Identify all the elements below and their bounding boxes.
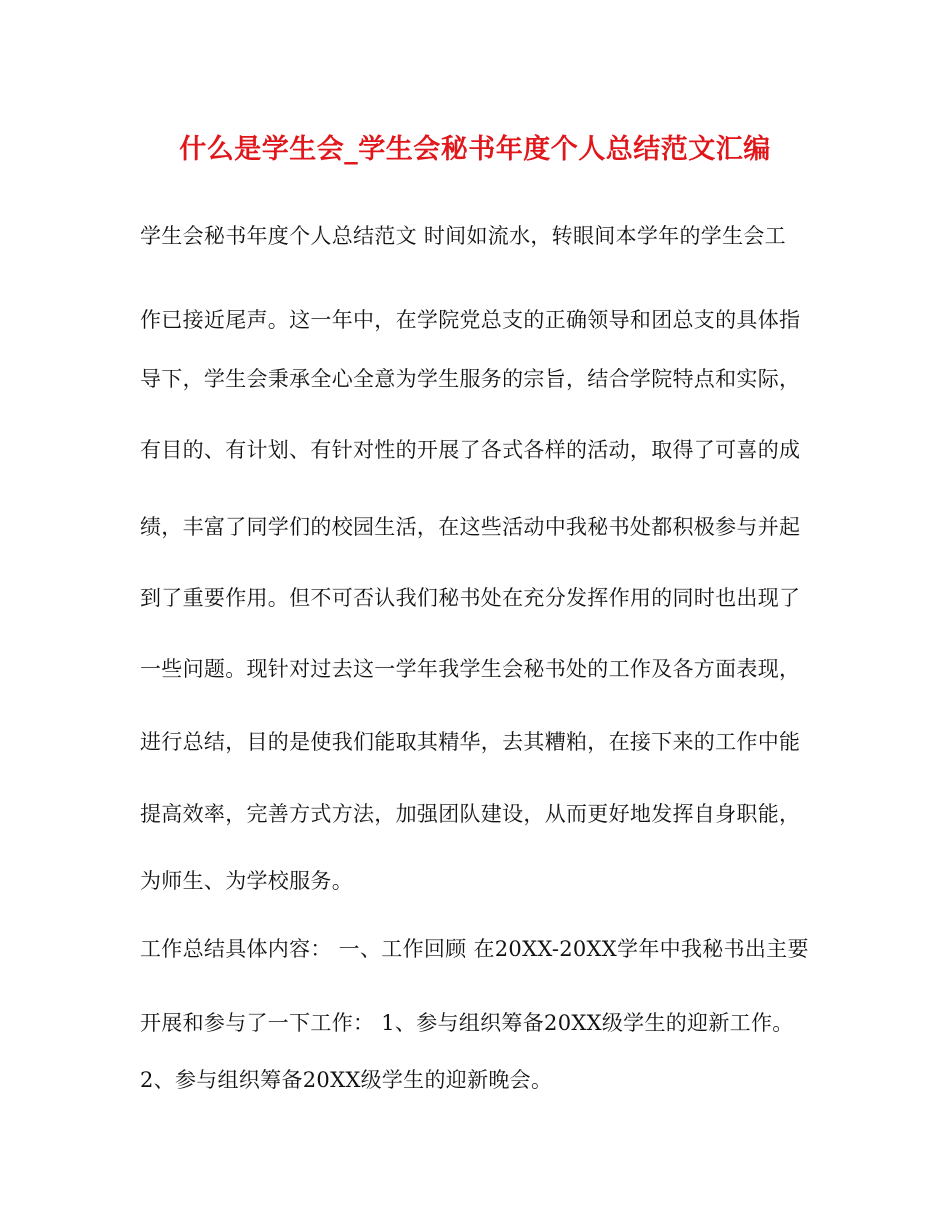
paragraph-line: 学生会秘书年度个人总结范文 时间如流水，转眼间本学年的学生会工 bbox=[140, 224, 786, 248]
paragraph-line: 绩，丰富了同学们的校园生活，在这些活动中我秘书处都积极参与并起 bbox=[140, 515, 801, 539]
paragraph-line: 为师生、为学校服务。 bbox=[140, 869, 353, 893]
paragraph-line: 一些问题。现针对过去这一学年我学生会秘书处的工作及各方面表现， bbox=[140, 657, 801, 681]
document-title: 什么是学生会_学生会秘书年度个人总结范文汇编 bbox=[179, 134, 771, 165]
paragraph-line: 开展和参与了一下工作： 1、参与组织筹备20XX级学生的迎新工作。 bbox=[140, 1011, 794, 1035]
paragraph-line: 导下，学生会秉承全心全意为学生服务的宗旨，结合学院特点和实际， bbox=[140, 367, 801, 391]
paragraph-line: 进行总结，目的是使我们能取其精华，去其糟粕，在接下来的工作中能 bbox=[140, 730, 801, 754]
paragraph-line: 提高效率，完善方式方法，加强团队建设，从而更好地发挥自身职能， bbox=[140, 802, 801, 826]
paragraph-line: 工作总结具体内容： 一、工作回顾 在20XX-20XX学年中我秘书出主要 bbox=[140, 937, 809, 961]
paragraph-line: 作已接近尾声。这一年中，在学院党总支的正确领导和团总支的具体指 bbox=[140, 308, 801, 332]
paragraph-line: 到了重要作用。但不可否认我们秘书处在充分发挥作用的同时也出现了 bbox=[140, 586, 801, 610]
paragraph-line: 有目的、有计划、有针对性的开展了各式各样的活动，取得了可喜的成 bbox=[140, 438, 801, 462]
paragraph-line: 2、参与组织筹备20XX级学生的迎新晚会。 bbox=[140, 1068, 553, 1092]
